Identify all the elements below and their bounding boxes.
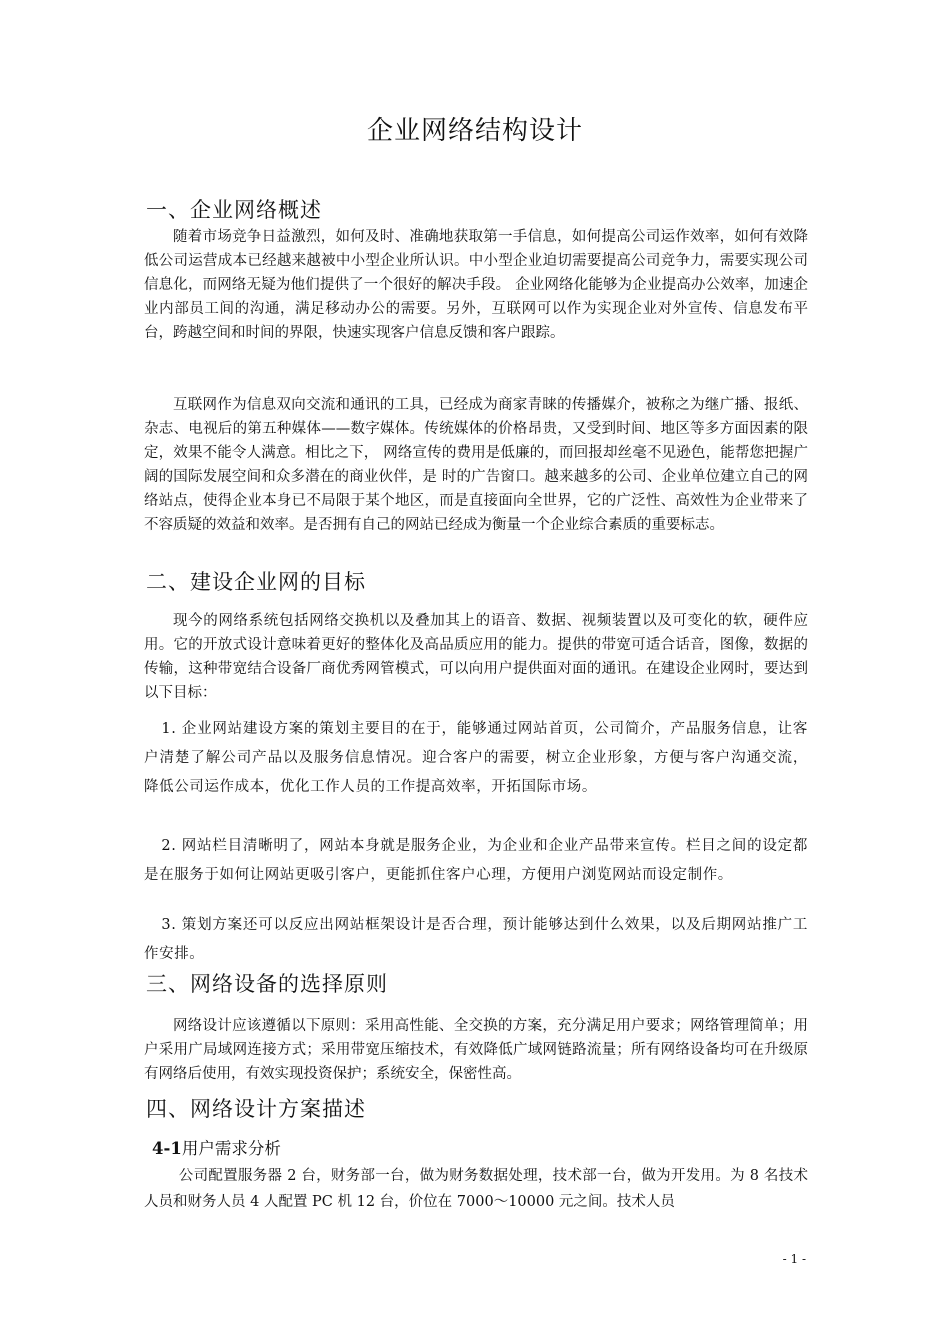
goal-item-2: 2. 网站栏目清晰明了，网站本身就是服务企业，为企业和企业产品带来宣传。栏目之间的设定都是在服务于如何让网站更吸引客户，更能抓住客户心理，方便用户浏览网站而设定制作。 [144, 838, 808, 883]
subsection-title: 用户需求分析 [181, 1139, 281, 1158]
document-title: 企业网络结构设计 [366, 116, 583, 146]
section-heading-equipment: 三、网络设备的选择原则 [146, 972, 388, 996]
paragraph-overview-2: 互联网作为信息双向交流和通讯的工具，已经成为商家青睐的传播媒介，被称之为继广播、报纸、杂志、电视后的第五种媒体——数字媒体。传统媒体的价格昂贵，又受到时间、地区等多方面因素的限定，效果不能令人满意。相比之下， 网络宣传的费用是低廉的，而回报却丝毫不见逊色，能帮您把握广阔的国际发展空间和众多潜在的商业伙伴，是 时的广告窗口。越来越多的公司、企业单位建立自己的网络站点，使得企业本身已不局限于某个地区，而是直接面向全世界，它的广泛性、高效性为企业带来了不容质疑的效益和效率。是否拥有自己的网站已经成为衡量一个企业综合素质的重要标志。 [144, 397, 808, 533]
section-heading-goals: 二、建设企业网的目标 [146, 570, 366, 594]
paragraph-overview-1: 随着市场竞争日益激烈，如何及时、准确地获取第一手信息，如何提高公司运作效率，如何有效降低公司运营成本已经越来越被中小型企业所认识。中小型企业迫切需要提高公司竞争力，需要实现公司信息化，而网络无疑为他们提供了一个很好的解决手段。 企业网络化能够为企业提高办公效率，加速企业内部员工间的沟通，满足移动办公的需要。另外，互联网可以作为实现企业对外宣传、信息发布平台，跨越空间和时间的界限，快速实现客户信息反馈和客户跟踪。 [144, 229, 808, 341]
subsection-number: 4-1 [152, 1139, 182, 1158]
paragraph-equipment: 网络设计应该遵循以下原则：采用高性能、全交换的方案，充分满足用户要求；网络管理简单；用户采用广局域网连接方式；采用带宽压缩技术，有效降低广域网链路流量；所有网络设备均可在升级原有网络后使用，有效实现投资保护；系统安全，保密性高。 [144, 1018, 808, 1082]
section-heading-overview: 一、企业网络概述 [146, 198, 322, 222]
paragraph-goals-intro: 现今的网络系统包括网络交换机以及叠加其上的语音、数据、视频装置以及可变化的软，硬件应用。它的开放式设计意味着更好的整体化及高品质应用的能力。提供的带宽可适合话音，图像，数据的传输，这种带宽结合设备厂商优秀网管模式，可以向用户提供面对面的通讯。在建设企业网时，要达到以下目标： [144, 613, 808, 701]
page-number: - 1 - [782, 1252, 806, 1266]
goal-item-1: 1. 企业网站建设方案的策划主要目的在于，能够通过网站首页，公司简介，产品服务信息，让客户清楚了解公司产品以及服务信息情况。迎合客户的需要，树立企业形象，方便与客户沟通交流，降低公司运作成本，优化工作人员的工作提高效率，开拓国际市场。 [144, 721, 808, 795]
section-heading-design: 四、网络设计方案描述 [146, 1097, 366, 1121]
paragraph-requirements: 公司配置服务器 2 台，财务部一台，做为财务数据处理，技术部一台，做为开发用。为 8 名技术人员和财务人员 4 人配置 PC 机 12 台，价位在 7000～10000 元之间。技术人员 [144, 1168, 808, 1210]
subsection-heading [152, 1136, 281, 1162]
goal-item-3: 3. 策划方案还可以反应出网站框架设计是否合理，预计能够达到什么效果，以及后期网站推广工作安排。 [144, 917, 808, 962]
